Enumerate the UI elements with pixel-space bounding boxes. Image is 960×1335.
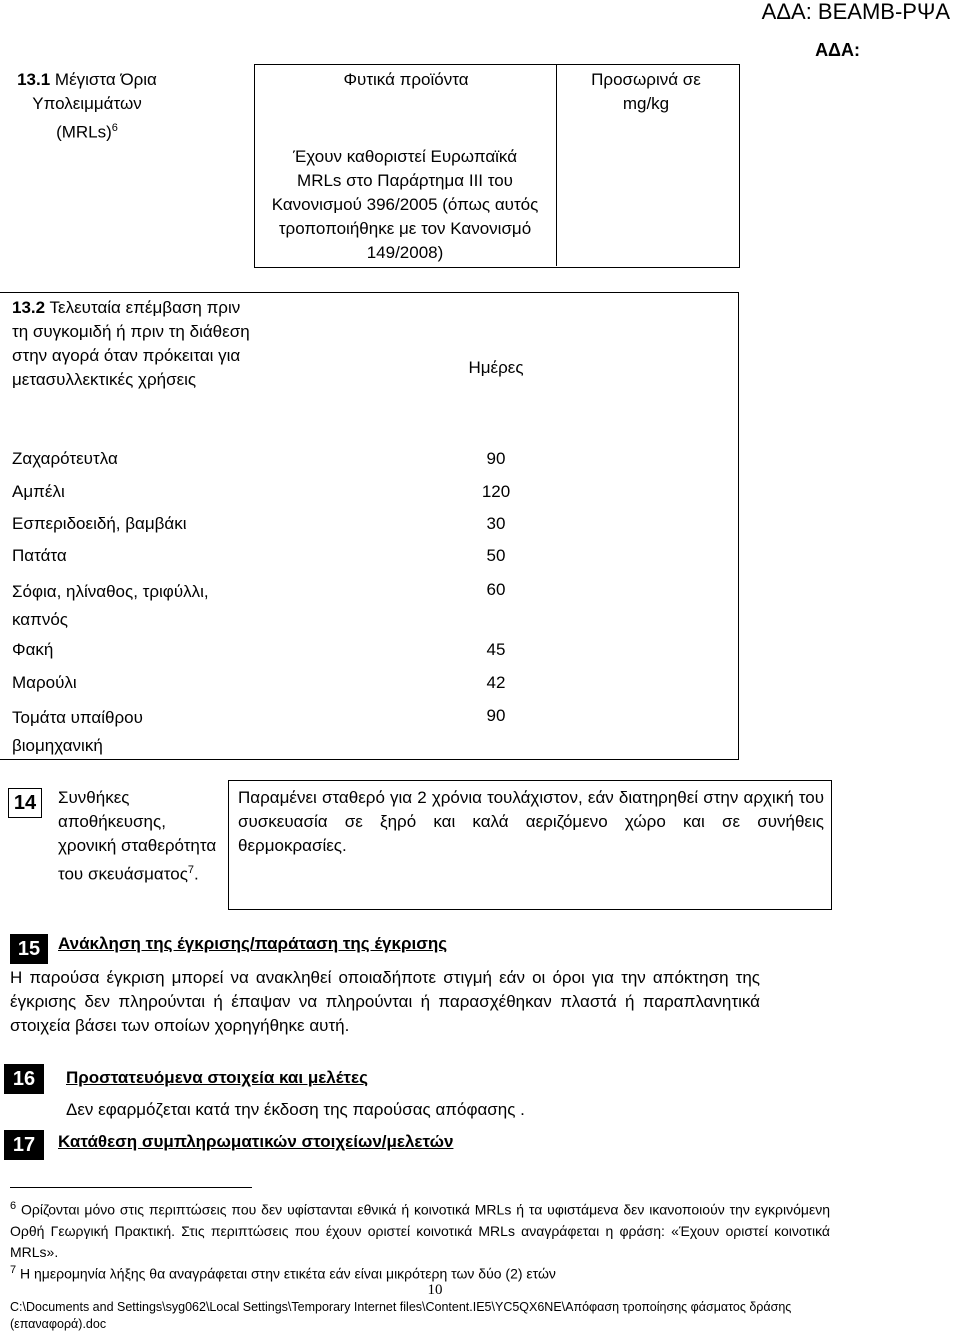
phi-days: 90 [486,706,506,725]
footnote-ref-6: 6 [111,122,118,134]
footnote-7-text: Η ημερομηνία λήξης θα αναγράφεται στην ετικέτα εάν είναι μικρότερη των δύο (2) ετών [16,1265,556,1282]
crop-name: Τομάτα υπαίθρου βιομηχανική [12,708,143,755]
section-16-text: Δεν εφαρμόζεται κατά την έκδοση της παρούσας απόφασης . [66,1100,525,1119]
phi-days: 120 [481,482,511,501]
col-days-header: Ημέρες [468,358,524,377]
phi-days: 30 [486,514,506,533]
file-path: C:\Documents and Settings\syg062\Local Settings\Temporary Internet files\Content.IE5\YC5QX6NE\Απόφαση τροποίησης φάσματος δράσης (επαναφορά).doc [10,1300,792,1331]
page-number: 10 [427,1282,443,1298]
section-16-title: Προστατευόμενα στοιχεία και μελέτες [66,1068,368,1087]
storage-conditions-label [58,786,218,887]
section-16-number: 16 [4,1064,44,1094]
section-17-title: Κατάθεση συμπληρωματικών στοιχείων/μελετών [58,1132,454,1151]
crop-name: Εσπεριδοειδή, βαμβάκι [12,514,187,533]
phi-days: 90 [486,449,506,468]
section-15-text: Η παρούσα έγκριση μπορεί να ανακληθεί οποιαδήποτε στιγμή εάν οι όροι για την απόκτηση της έγκρισης δεν πληρούνται ή έπαψαν να πληρούνται ή παρασχέθηκαν πλαστά ή παραπλανητικά στοιχεία βάσει των οποίων χορηγήθηκε αυτή. [10,968,760,1035]
s13-2-label [12,296,252,392]
phi-days: 42 [486,673,506,692]
footnote-7 [10,1260,830,1285]
col-products-header: Φυτικά προϊόντα [343,70,469,89]
s13-1-number: 13.1 [17,70,51,89]
ada-code: ΑΔΑ: ΒΕΑΜΒ-ΡΨΑ [761,0,950,24]
section-15-number: 15 [10,934,48,964]
phi-days: 60 [486,580,506,599]
section-17-number: 17 [4,1130,44,1160]
section-15-title: Ανάκληση της έγκρισης/παράταση της έγκρισης [58,934,448,953]
s13-1-label-text: Μέγιστα Όρια Υπολειμμάτων (MRLs) [32,70,157,142]
crop-name: Ζαχαρότευτλα [12,449,118,468]
crop-name: Αμπέλι [12,482,65,501]
col-units-header: Προσωρινά σε mg/kg [591,70,701,113]
footnote-7-mark: 7 [10,1264,17,1276]
crop-name: Σόφια, ηλίναθος, τριφύλλι, καπνός [12,582,209,629]
footnote-6-text: Ορίζονται μόνο στις περιπτώσεις που δεν υφίστανται εθνικά ή κοινοτικά MRLs ή τα υφιστάμενα δεν ικανοποιούν την εγκρινόμενη Ορθή Γεωργική Πρακτική. Στις περιπτώσεις που έχουν οριστεί κοινοτικά MRLs αναγράφεται η φράση: «Έχουν οριστεί κοινοτικά MRLs». [10,1201,830,1260]
footnote-separator [10,1187,252,1188]
phi-days: 50 [486,546,506,565]
footnote-ref-7: 7 [187,864,195,876]
phi-days: 45 [486,640,506,659]
s13-2-number: 13.2 [12,298,46,317]
crop-name: Φακή [12,640,54,659]
footnote-6 [10,1196,830,1263]
storage-conditions-text: Παραμένει σταθερό για 2 χρόνια τουλάχιστον, εάν διατηρηθεί στην αρχική του συσκευασία σε ξηρό και καλά αεριζόμενο χώρο και σε συνήθεις θερμοκρασίες. [238,788,824,855]
mrl-table-divider [556,64,557,266]
crop-name: Πατάτα [12,546,67,565]
s13-2-label-text: Τελευταία επέμβαση πριν τη συγκομιδή ή πριν τη διάθεση στην αγορά όταν πρόκειται για μετασυλλεκτικές χρήσεις [12,298,250,389]
section-14-number: 14 [8,788,42,818]
s13-1-label [12,68,162,145]
mrl-products-note: Έχουν καθοριστεί Ευρωπαϊκά MRLs στο Παράρτημα ΙΙΙ του Κανονισμού 396/2005 (όπως αυτός τροποποιήθηκε με τον Κανονισμό 149/2008) [271,147,539,262]
ada-label: ΑΔΑ: [815,40,860,60]
crop-name: Μαρούλι [12,673,77,692]
storage-conditions-label-end: . [194,864,199,884]
footnote-6-mark: 6 [10,1200,17,1212]
storage-conditions-label-text: Συνθήκες αποθήκευσης, χρονική σταθερότητα του σκευάσματος [58,788,217,884]
